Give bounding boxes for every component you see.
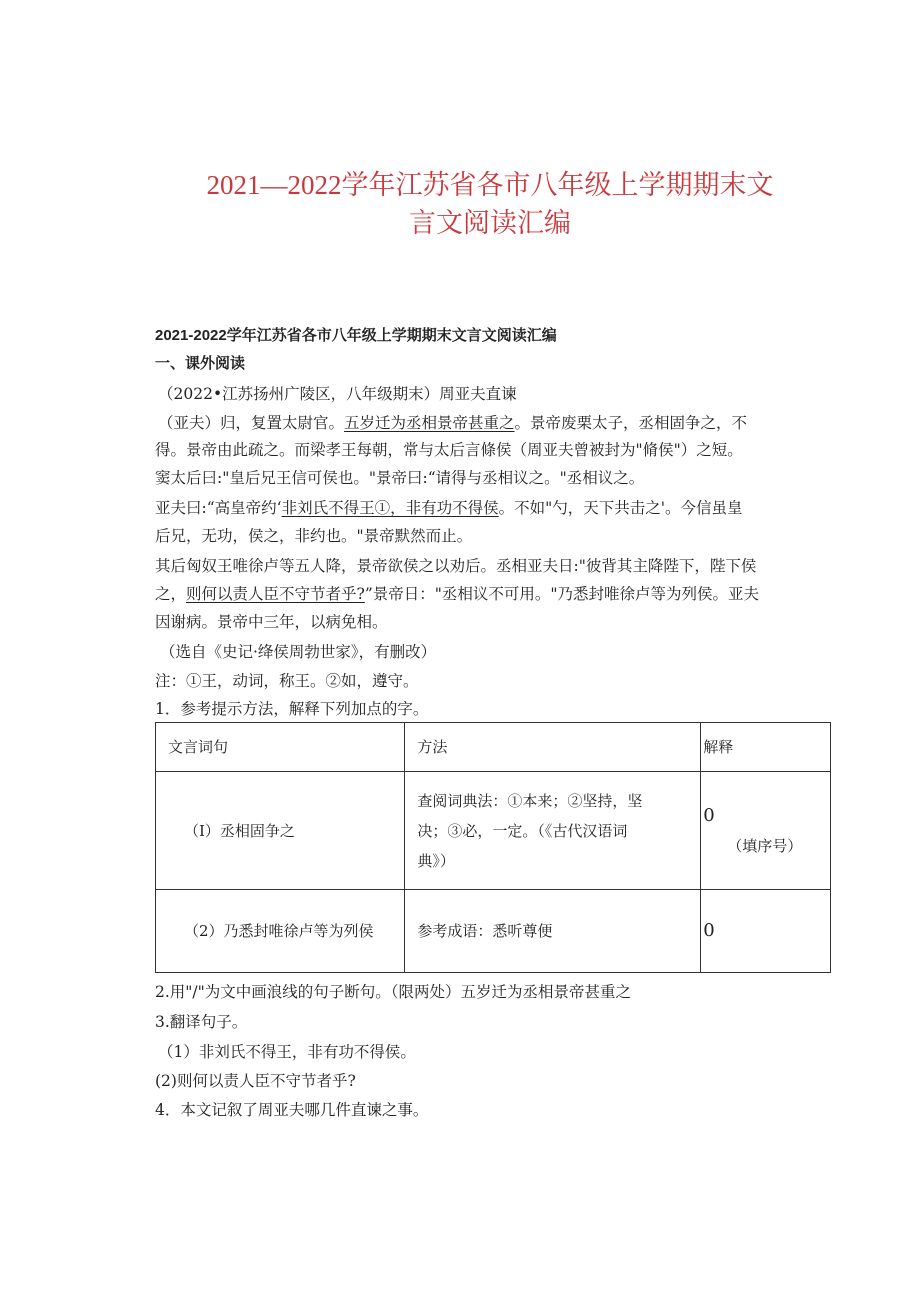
heading: 2021-2022学年江苏省各市八年级上学期期末文言文阅读汇编 xyxy=(155,327,557,344)
table-cell-phrase: （2）乃悉封唯徐卢等为列侯 xyxy=(156,890,405,973)
table-cell-answer: 0 xyxy=(701,890,831,973)
table-cell-phrase: （I）丞相固争之 xyxy=(156,772,405,890)
passage-text: 。景帝废栗太子，丞相固争之，不 xyxy=(514,414,748,432)
underlined-sentence: 则何以责人臣不守节者乎? xyxy=(186,585,365,603)
passage-line-1 xyxy=(158,413,747,433)
question-1: 1．参考提示方法，解释下列加点的字。 xyxy=(155,700,429,718)
passage-line-6: 其后匈奴王唯徐卢等五人降，景帝欲侯之以劝后。丞相亚夫日:"彼背其主降陛下，陛下侯 xyxy=(155,557,757,575)
question-3-item-2: (2)则何以责人臣不守节者乎? xyxy=(155,1072,356,1090)
answer-hint: （填序号） xyxy=(727,836,803,855)
table-cell-answer xyxy=(701,772,831,890)
method-line: 典》） xyxy=(417,851,455,870)
passage-line-3: 窦太后曰:"皇后兄王信可侯也。"景帝曰:“请得与丞相议之。"丞相议之。 xyxy=(155,469,645,487)
answer-value: 0 xyxy=(703,804,715,826)
table-header-cell: 方法 xyxy=(405,723,701,772)
document-title-line-2: 言文阅读汇编 xyxy=(409,208,571,238)
passage-line-5: 后兄，无功，侯之，非约也。"景帝默然而止。 xyxy=(155,527,473,545)
document-title-line-1: 2021—2022学年江苏省各市八年级上学期期末文 xyxy=(206,170,774,200)
question-3: 3.翻译句子。 xyxy=(155,1013,248,1031)
question-2: 2.用"/"为文中画浪线的句子断句。（限两处）五岁迁为丞相景帝甚重之 xyxy=(155,983,632,1001)
annotation-note: 注：①王，动词，称王。②如，遵守。 xyxy=(155,672,419,690)
passage-text: （亚夫）归，复置太尉官。 xyxy=(158,414,345,432)
answer-table xyxy=(155,722,831,973)
method-line: 决；③必，一定。（《古代汉语词 xyxy=(417,821,628,840)
table-header-row xyxy=(156,723,831,772)
passage-text: 之， xyxy=(155,585,187,603)
passage-line-4 xyxy=(155,498,743,518)
passage-text: ”景帝日："丞相议不可用。"乃悉封唯徐卢等为列侯。亚夫 xyxy=(364,585,760,603)
question-4: 4．本文记叙了周亚夫哪几件直谏之事。 xyxy=(155,1101,429,1119)
method-line: 查阅词典法：①本来；②坚持，坚 xyxy=(417,791,643,810)
table-cell-method xyxy=(405,772,701,890)
passage-line-2: 得。景帝由此疏之。而梁孝王每朝，常与太后言條侯（周亚夫曾被封为"脩侯"）之短。 xyxy=(155,441,743,459)
passage-line-8: 因谢病。景帝中三年，以病免相。 xyxy=(155,613,388,631)
passage-line-7 xyxy=(155,584,759,604)
wavy-underlined-sentence: 五岁迁为丞相景帝甚重之 xyxy=(344,414,515,432)
table-cell-method: 参考成语：悉听尊便 xyxy=(405,890,701,973)
table-row xyxy=(156,772,831,890)
citation: （选自《史记·绛侯周勃世家》，有删改） xyxy=(160,643,437,661)
table-header-cell: 文言词句 xyxy=(156,723,405,772)
passage-text: 亚夫曰:“高皇帝约‘ xyxy=(155,499,282,517)
section-title: 一、课外阅读 xyxy=(155,355,246,372)
source-line: （2022•江苏扬州广陵区，八年级期末）周亚夫直谏 xyxy=(158,385,517,403)
document-title xyxy=(150,166,830,242)
underlined-sentence: 非刘氏不得王①，非有功不得侯 xyxy=(281,499,499,517)
table-row xyxy=(156,890,831,973)
table-header-cell: 解释 xyxy=(701,723,831,772)
passage-text: 。不如"勺，天下共击之'。今信虽皇 xyxy=(498,499,743,517)
question-3-item-1: （1）非刘氏不得王，非有功不得侯。 xyxy=(158,1043,416,1061)
